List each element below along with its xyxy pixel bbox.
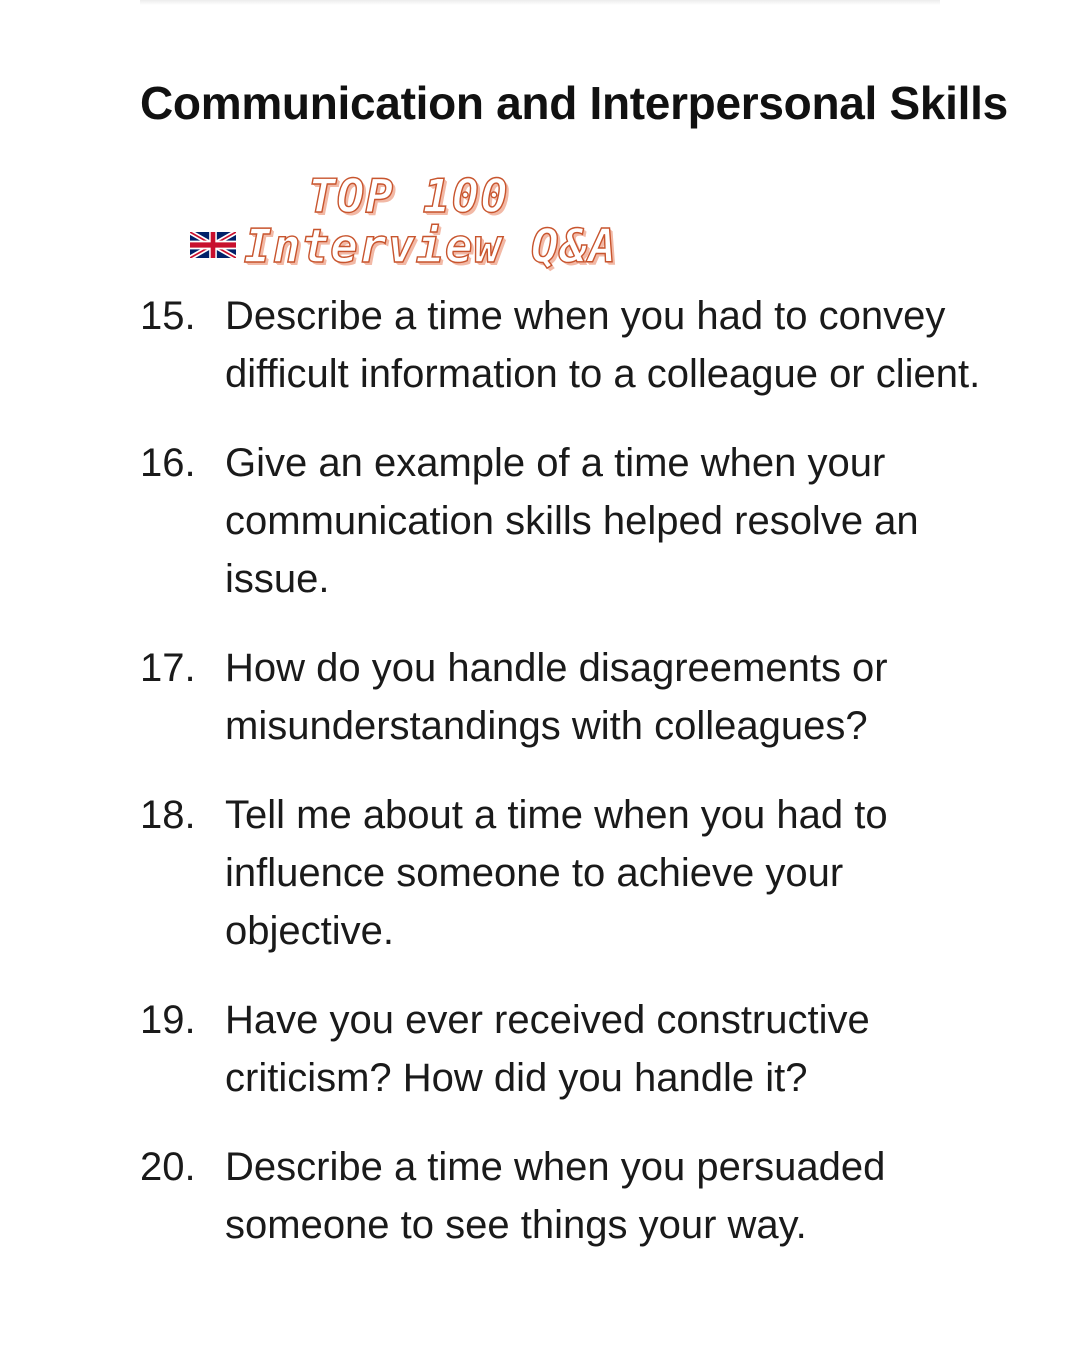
section-heading: Communication and Interpersonal Skills bbox=[140, 77, 1008, 129]
question-text: Describe a time when you persuaded someone to see things your way. bbox=[225, 1145, 886, 1247]
question-number: 19. bbox=[140, 998, 196, 1042]
question-item bbox=[140, 434, 1020, 608]
question-text: Have you ever received constructive criticism? How did you handle it? bbox=[225, 998, 870, 1100]
question-number: 20. bbox=[140, 1145, 196, 1189]
question-text: Describe a time when you had to convey difficult information to a colleague or client. bbox=[225, 294, 981, 396]
sticker-top-100: TOP 100 bbox=[308, 169, 509, 223]
question-number: 18. bbox=[140, 793, 196, 837]
top-divider bbox=[140, 0, 940, 5]
question-number: 16. bbox=[140, 441, 196, 485]
question-text: Tell me about a time when you had to influence someone to achieve your objective. bbox=[225, 793, 888, 953]
question-item bbox=[140, 991, 1020, 1107]
question-text: Give an example of a time when your communication skills helped resolve an issue. bbox=[225, 441, 919, 601]
question-list bbox=[140, 287, 1020, 1285]
question-item bbox=[140, 639, 1020, 755]
question-item bbox=[140, 786, 1020, 960]
question-item bbox=[140, 287, 1020, 403]
sticker-interview-qa: Interview Q&A bbox=[244, 219, 618, 273]
uk-flag-icon bbox=[190, 232, 236, 258]
question-number: 15. bbox=[140, 294, 196, 338]
question-item bbox=[140, 1138, 1020, 1254]
question-number: 17. bbox=[140, 646, 196, 690]
question-text: How do you handle disagreements or misunderstandings with colleagues? bbox=[225, 646, 888, 748]
